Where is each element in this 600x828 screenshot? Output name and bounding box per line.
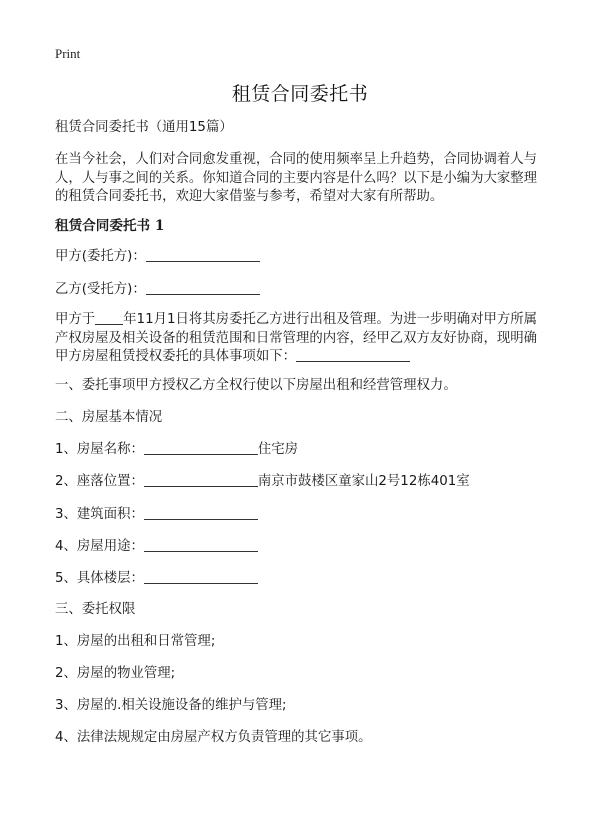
intro-paragraph [55, 151, 547, 207]
field-blank [144, 550, 258, 552]
party-b-label: 乙方(受托方)： [55, 282, 146, 297]
field-label: 2、座落位置： [55, 474, 144, 489]
year-blank [95, 323, 123, 325]
clause-line: 产权房屋及相关设备的租赁范围和日常管理的内容，经甲乙双方友好协商，现明确 [55, 330, 538, 346]
document-subtitle: 租赁合同委托书（通用15篇） [55, 120, 233, 135]
field-blank [144, 518, 258, 520]
clause-line [55, 348, 547, 367]
clause-line3-text: 甲方房屋租赁授权委托的具体事项如下： [55, 349, 297, 364]
field-label: 4、房屋用途： [55, 539, 144, 554]
party-a-blank [146, 260, 260, 262]
authority-item: 1、房屋的出租和日常管理; [55, 634, 216, 649]
field-label: 3、建筑面积： [55, 507, 144, 522]
property-field-area [55, 506, 258, 525]
item-one: 一、委托事项甲方授权乙方全权行使以下房屋出租和经营管理权力。 [55, 378, 457, 393]
authority-item: 4、法律法规规定由房屋产权方负责管理的其它事项。 [55, 730, 372, 745]
intro-line: 人，人与事之间的关系。你知道合同的主要内容是什么吗？以下是小编为大家整理 [55, 170, 538, 186]
details-blank [296, 360, 410, 362]
property-field-usage [55, 538, 258, 557]
item-three: 三、委托权限 [55, 602, 136, 617]
clause-paragraph [55, 311, 547, 367]
authority-item: 3、房屋的.相关设施设备的维护与管理; [55, 698, 287, 713]
field-label: 5、具体楼层： [55, 571, 144, 586]
field-blank [144, 582, 258, 584]
intro-line: 在当今社会，人们对合同愈发重视，合同的使用频率呈上升趋势，合同协调着人与 [55, 152, 538, 167]
clause-line [55, 311, 547, 330]
party-b-row [55, 281, 260, 300]
property-field-location [55, 473, 470, 492]
field-blank [144, 453, 258, 455]
document-title: 租赁合同委托书 [231, 83, 369, 105]
clause-line1-prefix: 甲方于 [55, 312, 96, 327]
section-heading: 租赁合同委托书 1 [55, 218, 165, 234]
property-field-floor [55, 570, 258, 589]
clause-line1-suffix: 年11月1日将其房委托乙方进行出租及管理。为进一步明确对甲方所属 [123, 312, 538, 327]
property-field-name [55, 441, 298, 460]
field-value: 住宅房 [257, 442, 299, 457]
field-label: 1、房屋名称： [55, 442, 144, 457]
field-blank [144, 485, 258, 487]
party-a-row [55, 248, 260, 267]
print-link[interactable]: Print [55, 46, 81, 61]
party-b-blank [146, 293, 260, 295]
intro-line: 的租赁合同委托书，欢迎大家借鉴与参考，希望对大家有所帮助。 [55, 189, 444, 204]
authority-item: 2、房屋的物业管理; [55, 666, 176, 681]
field-value: 南京市鼓楼区童家山2号12栋401室 [257, 474, 470, 489]
item-two: 二、房屋基本情况 [55, 410, 163, 425]
party-a-label: 甲方(委托方)： [55, 249, 146, 264]
